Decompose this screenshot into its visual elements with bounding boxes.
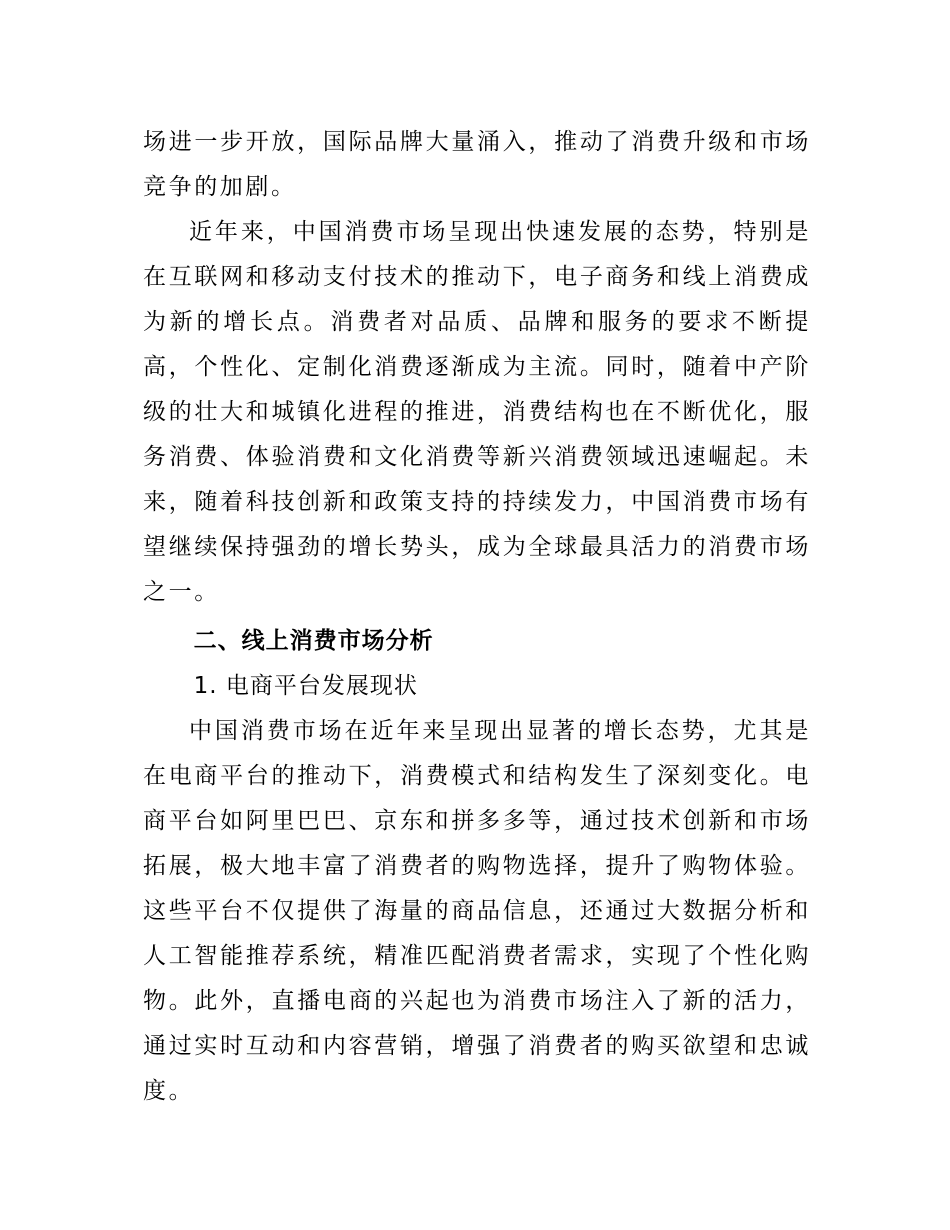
section-heading: 二、线上消费市场分析 bbox=[193, 628, 434, 654]
paragraph-ecommerce-status: 中国消费市场在近年来呈现出显著的增长态势，尤其是在电商平台的推动下，消费模式和结构发生了深刻变化。电商平台如阿里巴巴、京东和拼多多等，通过技术创新和市场拓展，极大地丰富了消费者的购物选择，提升了购物体验。这些平台不仅提供了海量的商品信息，还通过大数据分析和人工智能推荐系统，精准匹配消费者需求，实现了个性化购物。此外，直播电商的兴起也为消费市场注入了新的活力，通过实时互动和内容营销，增强了消费者的购买欲望和忠诚度。 bbox=[143, 718, 811, 1104]
paragraph-continuation: 场进一步开放，国际品牌大量涌入，推动了消费升级和市场竞争的加剧。 bbox=[143, 129, 811, 200]
document-page bbox=[143, 120, 811, 1114]
subsection-heading: 1. 电商平台发展现状 bbox=[193, 673, 418, 699]
paragraph-market-overview: 近年来，中国消费市场呈现出快速发展的态势，特别是在互联网和移动支付技术的推动下，电子商务和线上消费成为新的增长点。消费者对品质、品牌和服务的要求不断提高，个性化、定制化消费逐渐成为主流。同时，随着中产阶级的壮大和城镇化进程的推进，消费结构也在不断优化，服务消费、体验消费和文化消费等新兴消费领域迅速崛起。未来，随着科技创新和政策支持的持续发力，中国消费市场有望继续保持强劲的增长势头，成为全球最具活力的消费市场之一。 bbox=[143, 219, 811, 605]
